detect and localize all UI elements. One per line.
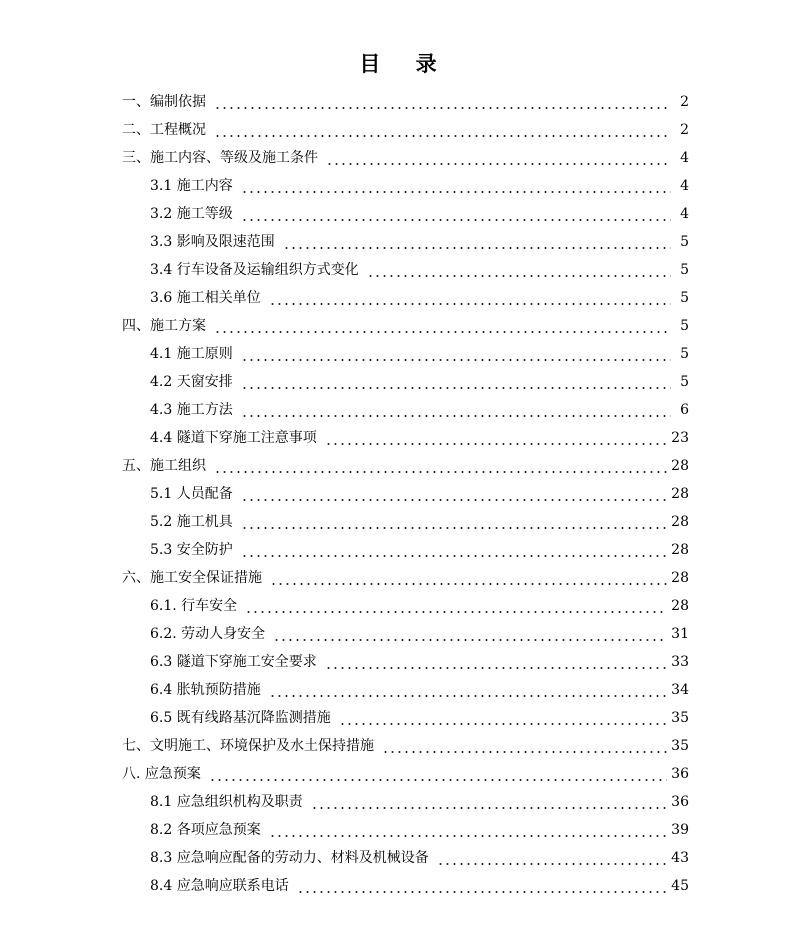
toc-entry[interactable] [150,203,689,225]
toc-entry-page-number: 36 [671,794,689,810]
toc-entry[interactable] [150,623,689,645]
toc-entry-page-number: 5 [680,374,689,390]
toc-entry[interactable] [150,875,689,897]
toc-entry[interactable] [122,315,689,337]
toc-entry-label: 6.2. 劳动人身安全 [150,626,266,642]
dot-leader [382,735,667,757]
toc-entry[interactable] [150,539,689,561]
toc-entry-label: 3.3 影响及限速范围 [150,234,275,250]
toc-entry-page-number: 4 [680,178,689,194]
toc-entry-label: 六、施工安全保证措施 [122,570,262,586]
toc-entry-label: 5.2 施工机具 [150,514,233,530]
dot-leader [241,539,667,561]
dot-leader [339,707,667,729]
toc-entry-page-number: 6 [680,402,689,418]
toc-entry-page-number: 36 [671,766,689,782]
toc-entry-page-number: 28 [671,458,689,474]
dot-leader [214,119,671,141]
toc-entry[interactable] [150,399,689,421]
toc-entry-page-number: 28 [671,514,689,530]
dot-leader [241,203,671,225]
toc-entry[interactable] [122,455,689,477]
toc-entry-label: 8.4 应急响应联系电话 [150,878,289,894]
toc-entry-page-number: 4 [680,150,689,166]
toc-entry[interactable] [150,231,689,253]
dot-leader [214,455,667,477]
toc-entry[interactable] [150,679,689,701]
toc-entry-page-number: 33 [671,654,689,670]
toc-entry-label: 8.3 应急响应配备的劳动力、材料及机械设备 [150,850,429,866]
dot-leader [437,847,667,869]
toc-entry-page-number: 4 [680,206,689,222]
toc-entry-label: 五、施工组织 [122,458,206,474]
dot-leader [241,511,667,533]
toc-entry-page-number: 39 [671,822,689,838]
toc-entry-label: 3.2 施工等级 [150,206,233,222]
toc-entry-page-number: 2 [680,122,689,138]
page-title: 目 录 [359,52,451,76]
dot-leader [269,819,667,841]
toc-entry[interactable] [150,511,689,533]
toc-entry[interactable] [150,595,689,617]
toc-entry-label: 3.4 行车设备及运输组织方式变化 [150,262,359,278]
toc-entry[interactable] [122,147,689,169]
toc-entry-page-number: 28 [671,542,689,558]
toc-entry-label: 一、编制依据 [122,94,206,110]
toc-entry-label: 七、文明施工、环境保护及水土保持措施 [122,738,374,754]
toc-entry[interactable] [150,707,689,729]
toc-entry[interactable] [150,427,689,449]
toc-entry-page-number: 5 [680,234,689,250]
dot-leader [269,287,671,309]
toc-entry-page-number: 34 [671,682,689,698]
toc-entry[interactable] [150,651,689,673]
toc-entry-page-number: 5 [680,318,689,334]
toc-entry-label: 6.1. 行车安全 [150,598,238,614]
toc-entry-label: 6.4 胀轨预防措施 [150,682,261,698]
toc-entry[interactable] [122,735,689,757]
toc-entry-label: 5.1 人员配备 [150,486,233,502]
toc-entry-label: 3.1 施工内容 [150,178,233,194]
toc-entry-page-number: 35 [671,710,689,726]
toc-entry-label: 4.3 施工方法 [150,402,233,418]
toc-entry-page-number: 28 [671,486,689,502]
toc-entry-page-number: 31 [671,626,689,642]
dot-leader [311,791,667,813]
toc-entry-label: 8.2 各项应急预案 [150,822,261,838]
toc-entry[interactable] [122,91,689,113]
toc-entry-page-number: 45 [671,878,689,894]
toc-entry[interactable] [122,567,689,589]
dot-leader [241,399,671,421]
toc-entry-label: 八. 应急预案 [122,766,201,782]
dot-leader [269,679,667,701]
toc-entry-label: 8.1 应急组织机构及职责 [150,794,303,810]
toc-entry[interactable] [150,483,689,505]
toc-entry-label: 6.3 隧道下穿施工安全要求 [150,654,317,670]
dot-leader [214,315,671,337]
dot-leader [241,371,671,393]
toc-entry-page-number: 28 [671,598,689,614]
toc-entry-label: 二、工程概况 [122,122,206,138]
toc-entry-page-number: 35 [671,738,689,754]
toc-entry-page-number: 43 [671,850,689,866]
dot-leader [245,595,667,617]
toc-entry-label: 4.4 隧道下穿施工注意事项 [150,430,317,446]
dot-leader [326,147,671,169]
toc-entry-page-number: 5 [680,290,689,306]
toc-entry[interactable] [150,287,689,309]
dot-leader [273,623,667,645]
toc-entry-page-number: 5 [680,346,689,362]
dot-leader [367,259,671,281]
toc-entry-page-number: 28 [671,570,689,586]
toc-entry-page-number: 2 [680,94,689,110]
toc-entry[interactable] [150,819,689,841]
toc-entry[interactable] [150,371,689,393]
toc-entry[interactable] [150,791,689,813]
toc-entry-label: 3.6 施工相关单位 [150,290,261,306]
toc-entry-label: 四、施工方案 [122,318,206,334]
dot-leader [325,427,667,449]
dot-leader [283,231,671,253]
toc-entry[interactable] [150,259,689,281]
toc-entry[interactable] [122,119,689,141]
toc-entry-page-number: 23 [671,430,689,446]
toc-entry[interactable] [150,175,689,197]
dot-leader [270,567,667,589]
dot-leader [241,175,671,197]
toc-entry[interactable] [150,343,689,365]
toc-entry-label: 4.2 天窗安排 [150,374,233,390]
toc-entry-label: 三、施工内容、等级及施工条件 [122,150,318,166]
dot-leader [325,651,667,673]
toc-entry-page-number: 5 [680,262,689,278]
toc-entry-label: 5.3 安全防护 [150,542,233,558]
toc-entry[interactable] [122,763,689,785]
dot-leader [214,91,671,113]
toc-entry-label: 6.5 既有线路基沉降监测措施 [150,710,331,726]
dot-leader [209,763,667,785]
dot-leader [241,483,667,505]
dot-leader [297,875,667,897]
dot-leader [241,343,671,365]
toc-entry-label: 4.1 施工原则 [150,346,233,362]
toc-entry[interactable] [150,847,689,869]
